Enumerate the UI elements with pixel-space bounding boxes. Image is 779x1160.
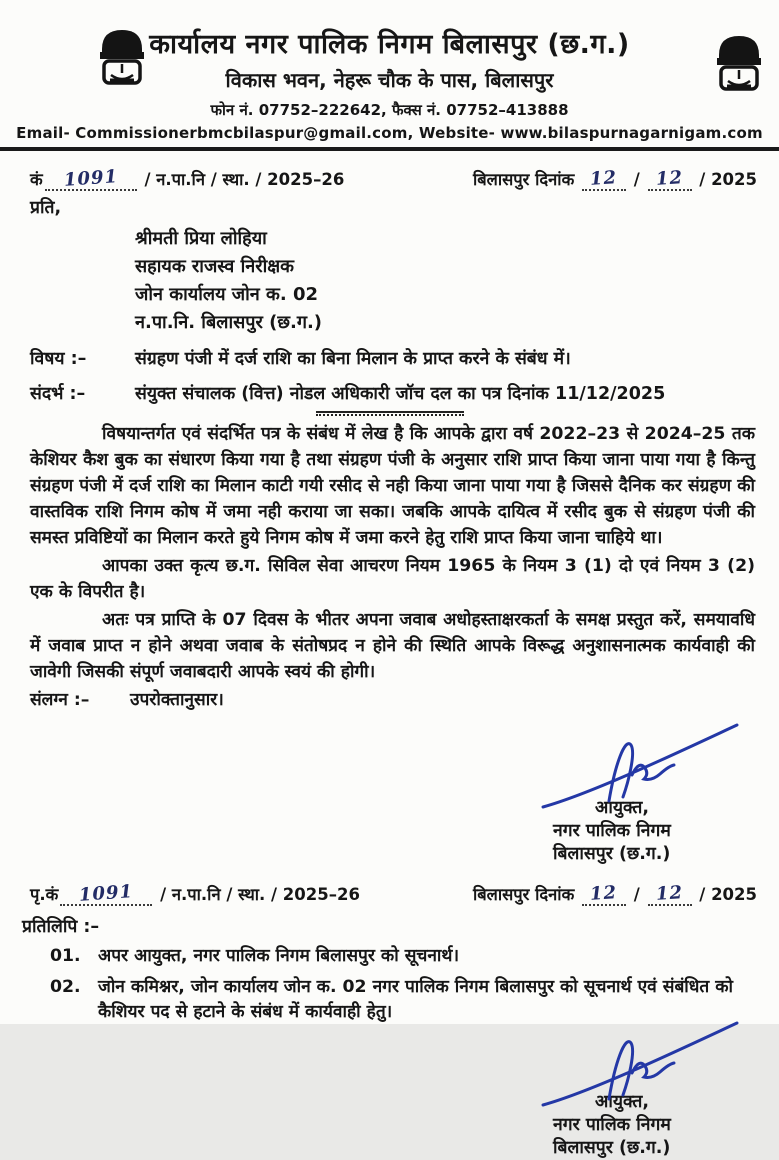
signatory-org: नगर पालिक निगम: [553, 820, 671, 841]
endorsement-number-field: [60, 881, 152, 906]
copy-item-number: 02.: [50, 977, 81, 998]
signatory-designation: आयुक्त,: [595, 1092, 650, 1113]
letter-number: [30, 167, 344, 191]
date-day-field: [582, 882, 626, 906]
date-slash: /: [633, 884, 640, 904]
signature-block: [553, 797, 743, 866]
reference-row: [0, 372, 779, 407]
endorsement-number-row: [0, 866, 779, 906]
signatory-place: बिलासपुर (छ.ग.): [553, 843, 671, 864]
copy-item-2: [0, 969, 779, 1025]
municipal-emblem-icon: [96, 26, 148, 94]
signatory-org: नगर पालिक निगम: [553, 1115, 671, 1136]
reference-number-row: [0, 151, 779, 191]
recipient-office: जोन कार्यालय जोन क. 02: [135, 283, 319, 305]
body-paragraph-2: आपका उक्त कृत्य छ.ग. सिविल सेवा आचरण नियम 1965 के नियम 3 (1) दो एवं नियम 3 (2) एक के विपरीत है।: [30, 556, 755, 602]
reference-text: संयुक्त संचालक (वित्त) नोडल अधिकारी जॉच दल का पत्र दिनांक 11/12/2025: [135, 383, 666, 404]
date-slash: /: [699, 884, 706, 904]
subject-row: [0, 337, 779, 372]
date-month-field: [648, 882, 692, 906]
org-name: कार्यालय नगर पालिक निगम बिलासपुर (छ.ग.): [149, 29, 630, 60]
date-label: बिलासपुर दिनांक: [472, 884, 575, 904]
letter-date: [473, 167, 757, 191]
letter-number-label: कं: [30, 170, 43, 189]
body-paragraph-3: अतः पत्र प्राप्ति के 07 दिवस के भीतर अपना जवाब अधोहस्ताक्षरकर्ता के समक्ष प्रस्तुत करें, समयावधि में जवाब प्राप्त न होने अथवा जवाब के संतोषप्रद न होने की स्थिति आपके विरूद्ध अनुशासनात्मक कार्यवाही की जावेगी जिसकी संपूर्ण जवाबदारी आपके स्वयं की होगी।: [30, 609, 755, 682]
date-year: 2025: [711, 170, 757, 189]
handwritten-month: 12: [655, 882, 684, 905]
recipient-city: न.पा.नि. बिलासपुर (छ.ग.): [135, 311, 323, 333]
date-label: बिलासपुर दिनांक: [472, 170, 575, 189]
endorsement-number: [30, 882, 360, 906]
enclosure-row: [0, 686, 779, 711]
to-label: प्रति,: [30, 198, 62, 218]
handwritten-letter-number: 1091: [62, 166, 119, 191]
subject-text: संग्रहण पंजी में दर्ज राशि का बिना मिलान के प्राप्त करने के संबंध में।: [135, 348, 571, 369]
letter-number-field: [45, 166, 137, 191]
date-year: 2025: [711, 884, 757, 904]
handwritten-day: 12: [589, 167, 619, 190]
org-phone: फोन नं. 07752–222642, फैक्स नं. 07752–413888: [210, 101, 569, 119]
copies-label: प्रतिलिपि :–: [22, 916, 100, 937]
org-email: Email- Commissionerbmcbilaspur@gmail.com, Website- www.bilaspurnagarnigam.com: [16, 124, 763, 142]
recipient-designation: सहायक राजस्व निरीक्षक: [135, 255, 294, 277]
copy-item-number: 01.: [50, 945, 81, 966]
handwritten-day: 12: [589, 882, 619, 905]
endorsement-number-label: पृ.कं: [30, 884, 59, 904]
signature-block-2: [553, 1091, 743, 1160]
signatory-place: बिलासपुर (छ.ग.): [553, 1138, 671, 1159]
body-paragraph-1: विषयान्तर्गत एवं संदर्भित पत्र के संबंध में लेख है कि आपके द्वारा वर्ष 2022–23 से 2024–25 तक केशियर कैश बुक का संधारण किया गया है तथा संग्रहण पंजी के अनुसार राशि प्राप्त किया जाना पाया गया है किन्तु संग्रहण पंजी में दर्ज राशि का मिलान काटी गयी रसीद से नही किया जाना पाया गया है जिससे दैनिक कर संग्रहण की वास्तविक राशि निगम कोष में जमा नही कराया जा सका। जबकि आपके दायित्व में रसीद बुक से संग्रहण पंजी की समस्त प्रविष्टियों का मिलान करते हुये निगम कोष में जमा करने हेतु राशि प्राप्त किया जाना चाहिये था।: [30, 424, 755, 549]
subject-label: विषय :–: [30, 348, 87, 369]
date-day-field: [582, 167, 626, 191]
org-address: विकास भवन, नेहरू चौक के पास, बिलासपुर: [225, 68, 554, 92]
date-slash: /: [633, 170, 640, 189]
copy-item-text: जोन कमिश्नर, जोन कार्यालय जोन क. 02 नगर पालिक निगम बिलासपुर को सूचनार्थ एवं संबंधित को कैशियर पद से हटाने के संबंध में कार्यवाही हेतु।: [98, 977, 734, 1023]
copy-item-1: [0, 938, 779, 969]
municipal-emblem-icon: [713, 32, 765, 100]
letter-number-series: / न.पा.नि / स्था. / 2025–26: [144, 170, 345, 189]
header-divider: [0, 147, 779, 151]
date-slash: /: [699, 170, 706, 189]
enclosure-text: उपरोक्तानुसार।: [130, 689, 224, 710]
endorsement-number-series: / न.पा.नि / स्था. / 2025–26: [160, 884, 360, 904]
reference-label: संदर्भ :–: [30, 383, 86, 404]
enclosure-label: संलग्न :–: [30, 689, 90, 710]
letterhead: [0, 0, 779, 151]
handwritten-month: 12: [655, 167, 684, 190]
recipient-name: श्रीमती प्रिया लोहिया: [135, 228, 267, 249]
handwritten-endorsement-number: 1091: [78, 881, 134, 906]
endorsement-date: [473, 882, 757, 906]
date-month-field: [648, 167, 692, 191]
recipient-block: [0, 219, 779, 337]
signatory-designation: आयुक्त,: [595, 797, 650, 818]
copy-item-text: अपर आयुक्त, नगर पालिक निगम बिलासपुर को सूचनार्थ।: [98, 945, 460, 966]
